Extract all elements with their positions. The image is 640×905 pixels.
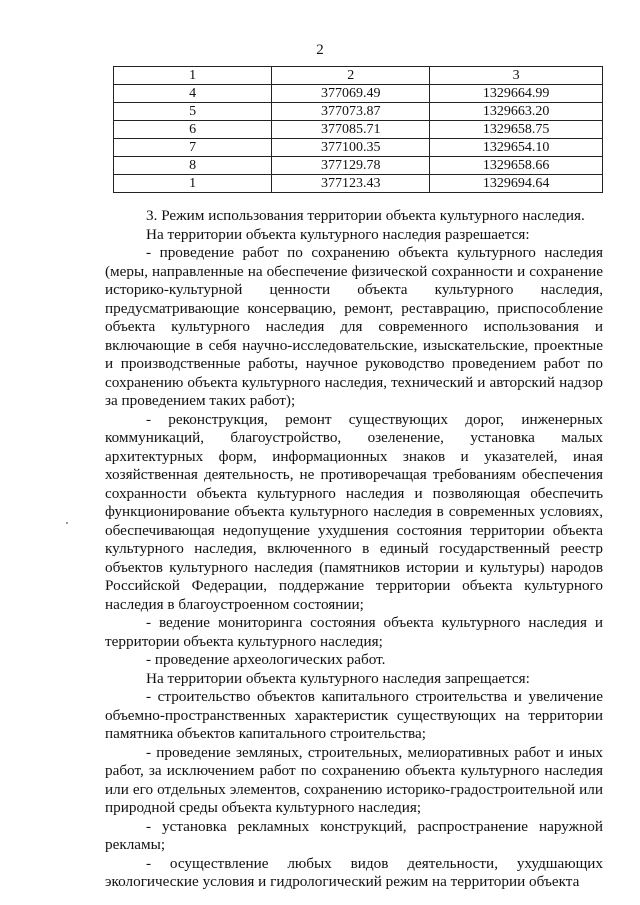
list-item: - установка рекламных конструкций, распространение наружной рекламы; [105,817,603,853]
y-coordinate-cell: 1329663.20 [430,103,603,121]
point-number-cell: 6 [114,121,272,139]
table-header-cell: 2 [272,67,430,85]
x-coordinate-cell: 377100.35 [272,139,430,157]
table-row [114,139,603,157]
x-coordinate-cell: 377073.87 [272,103,430,121]
coordinates-table [113,66,603,193]
table-row [114,157,603,175]
y-coordinate-cell: 1329658.75 [430,121,603,139]
page-number: 2 [316,42,324,58]
y-coordinate-cell: 1329664.99 [430,85,603,103]
point-number-cell: 5 [114,103,272,121]
table-row [114,121,603,139]
y-coordinate-cell: 1329654.10 [430,139,603,157]
table-header-row [114,67,603,85]
table-row [114,175,603,193]
list-item: - строительство объектов капитального строительства и увеличение объемно-пространственных характеристик существующих на территории памятника объектов капитального строительства; [105,688,603,742]
permitted-intro: На территории объекта культурного наследия разрешается: [146,225,530,243]
list-item: - проведение земляных, строительных, мелиоративных работ и иных работ, за исключением работ по сохранению объекта культурного наследия или его отдельных элементов, сохранению историко-градостроительной или природной среды объекта культурного наследия; [105,743,603,816]
list-item: - осуществление любых видов деятельности, ухудшающих экологические условия и гидрологический режим на территории объекта [105,854,603,890]
list-item: - ведение мониторинга состояния объекта культурного наследия и территории объекта культурного наследия; [105,614,603,650]
list-item: - реконструкция, ремонт существующих дорог, инженерных коммуникаций, благоустройство, озеленение, установка малых архитектурных форм, информационных знаков и указателей, иная хозяйственная деятельность, не противоречащая требованиям обеспечения сохранности объекта культурного наследия и позволяющая обеспечить функционирование объекта культурного наследия в современных условиях, обеспечивающая недопущение ухудшения состояния территории объекта культурного наследия, включенного в единый государственный реестр объектов культурного наследия (памятников истории и культуры) народов Российской Федерации, поддержание территории объекта культурного наследия в благоустроенном состоянии; [105,410,603,613]
point-number-cell: 7 [114,139,272,157]
y-coordinate-cell: 1329694.64 [430,175,603,193]
section-heading: 3. Режим использования территории объекта культурного наследия. [146,207,585,224]
point-number-cell: 8 [114,157,272,175]
prohibited-intro: На территории объекта культурного наследия запрещается: [146,669,530,687]
point-number-cell: 4 [114,85,272,103]
x-coordinate-cell: 377085.71 [272,121,430,139]
list-item: - проведение археологических работ. [146,651,386,668]
table-row [114,85,603,103]
x-coordinate-cell: 377069.49 [272,85,430,103]
table-header-cell: 3 [430,67,603,85]
list-item: - проведение работ по сохранению объекта культурного наследия (меры, направленные на обеспечение физической сохранности и сохранение историко-культурной ценности объекта культурного наследия, предусматривающие консервацию, ремонт, реставрацию, приспособление объекта культурного наследия для современного использования и включающие в себя научно-исследовательские, изыскательские, проектные и производственные работы, научное руководство проведением работ по сохранению объекта культурного наследия, технический и авторский надзор за проведением таких работ); [105,244,603,409]
point-number-cell: 1 [114,175,272,193]
scan-speck [66,522,68,524]
x-coordinate-cell: 377129.78 [272,157,430,175]
table-row [114,103,603,121]
y-coordinate-cell: 1329658.66 [430,157,603,175]
x-coordinate-cell: 377123.43 [272,175,430,193]
document-body [105,207,603,892]
table-header-cell: 1 [114,67,272,85]
